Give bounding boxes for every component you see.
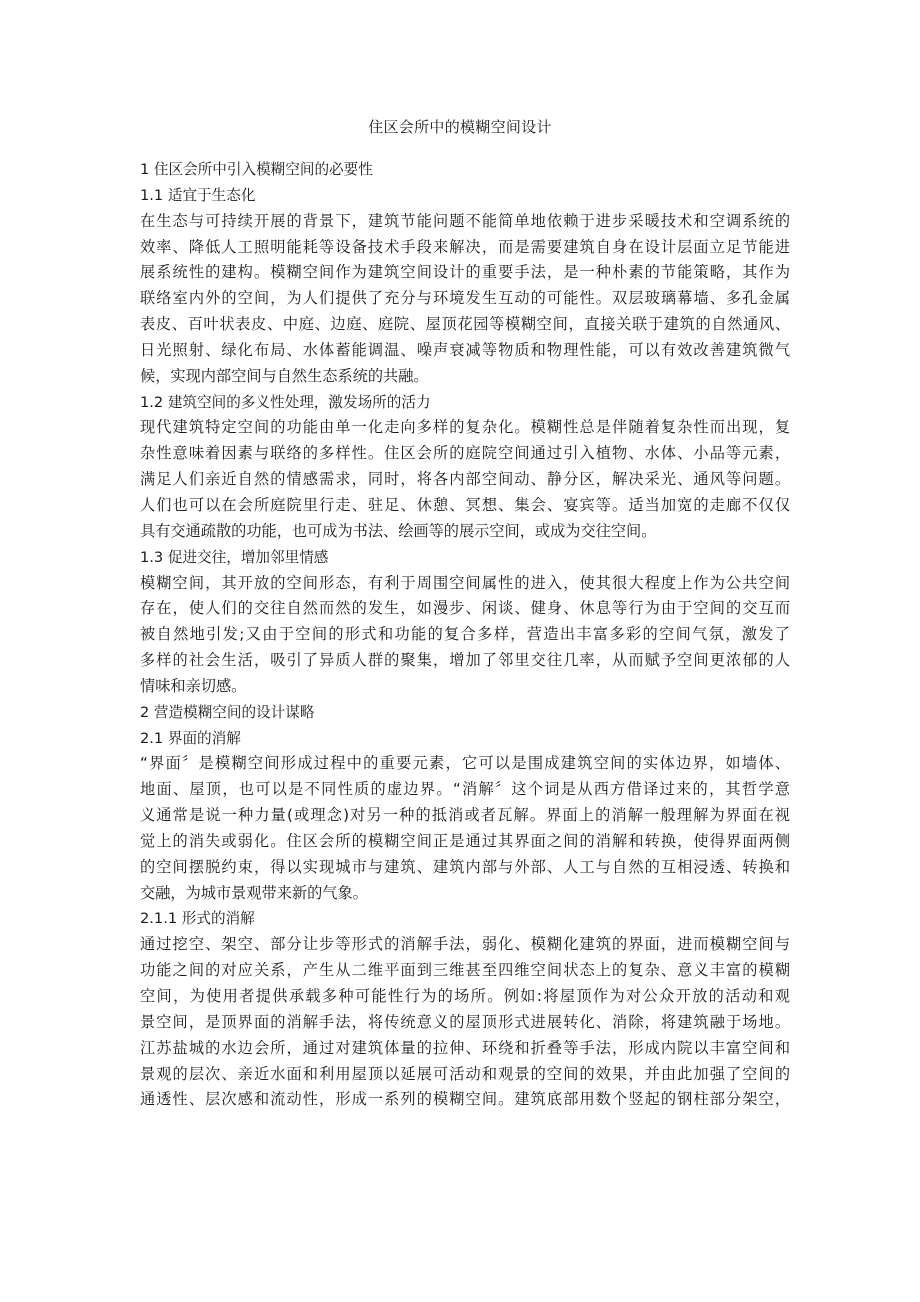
paragraph-line: 联络室内外的空间，为人们提供了充分与环境发生互动的可能性。双层玻璃幕墙、多孔金属 bbox=[140, 289, 790, 308]
section-heading: 2 营造模糊空间的设计谋略 bbox=[140, 703, 315, 721]
paragraph-line: 效率、降低人工照明能耗等设备技术手段来解决，而是需要建筑自身在设计层面立足节能进 bbox=[140, 237, 790, 256]
paragraph-line: 满足人们亲近自然的情感需求，同时，将各内部空间动、静分区，解决采光、通风等问题。 bbox=[140, 470, 790, 489]
paragraph-line: 地面、屋顶，也可以是不同性质的虚边界。“消解〞这个词是从西方借译过来的，其哲学意 bbox=[140, 780, 790, 799]
paragraph-line: 具有交通疏散的功能，也可成为书法、绘画等的展示空间，或成为交往空间。 bbox=[140, 521, 657, 540]
paragraph-line: 存在，使人们的交往自然而然的发生，如漫步、闲谈、健身、休息等行为由于空间的交互而 bbox=[140, 599, 790, 618]
paragraph-line: 展系统性的建构。模糊空间作为建筑空间设计的重要手法，是一种朴素的节能策略，其作为 bbox=[140, 263, 790, 282]
paragraph-line: 现代建筑特定空间的功能由单一化走向多样的复杂化。模糊性总是伴随着复杂性而出现，复 bbox=[140, 418, 790, 437]
paragraph-line: 人们也可以在会所庭院里行走、驻足、休憩、冥想、集会、宴宾等。适当加宽的走廊不仅仅 bbox=[140, 495, 790, 514]
paragraph-line: 景观的层次、亲近水面和利用屋顶以延展可活动和观景的空间的效果，并由此加强了空间的 bbox=[140, 1064, 790, 1083]
paragraph-line: 空间，为使用者提供承载多种可能性行为的场所。例如:将屋顶作为对公众开放的活动和观 bbox=[140, 987, 790, 1005]
paragraph-line: “界面〞是模糊空间形成过程中的重要元素，它可以是围成建筑空间的实体边界，如墙体、 bbox=[140, 754, 790, 773]
section-heading: 1.2 建筑空间的多义性处理，激发场所的活力 bbox=[140, 393, 431, 411]
document-body bbox=[140, 157, 790, 1113]
paragraph-line: 交融，为城市景观带来新的气象。 bbox=[140, 883, 368, 902]
paragraph-line: 景空间，是顶界面的消解手法，将传统意义的屋顶形式进展转化、消除，将建筑融于场地。 bbox=[140, 1012, 790, 1031]
paragraph-line: 江苏盐城的水边会所，通过对建筑体量的拉伸、环绕和折叠等手法，形成内院以丰富空间和 bbox=[140, 1038, 790, 1057]
section-heading: 1.1 适宜于生态化 bbox=[140, 186, 256, 204]
paragraph-line: 候，实现内部空间与自然生态系统的共融。 bbox=[140, 366, 429, 385]
paragraph-line: 觉上的消失或弱化。住区会所的模糊空间正是通过其界面之间的消解和转换，使得界面两侧 bbox=[140, 831, 790, 850]
paragraph-line: 模糊空间，其开放的空间形态，有利于周围空间属性的进入，使其很大程度上作为公共空间 bbox=[140, 573, 790, 592]
paragraph-line: 通透性、层次感和流动性，形成一系列的模糊空间。建筑底部用数个竖起的钢柱部分架空， bbox=[140, 1090, 790, 1109]
paragraph-line: 在生态与可持续开展的背景下，建筑节能问题不能简单地依赖于进步采暖技术和空调系统的 bbox=[140, 211, 790, 230]
section-heading: 1 住区会所中引入模糊空间的必要性 bbox=[140, 161, 373, 178]
paragraph-line: 被自然地引发;又由于空间的形式和功能的复合多样，营造出丰富多彩的空间气氛，激发了 bbox=[140, 625, 790, 644]
paragraph-line: 情味和亲切感。 bbox=[140, 676, 247, 695]
paragraph-line: 功能之间的对应关系，产生从二维平面到三维甚至四维空间状态上的复杂、意义丰富的模糊 bbox=[140, 961, 790, 980]
section-heading: 1.3 促进交往，增加邻里情感 bbox=[140, 548, 329, 566]
paragraph-line: 的空间摆脱约束，得以实现城市与建筑、建筑内部与外部、人工与自然的互相浸透、转换和 bbox=[140, 857, 790, 876]
document-title: 住区会所中的模糊空间设计 bbox=[368, 118, 552, 136]
section-heading: 2.1 界面的消解 bbox=[140, 729, 241, 747]
paragraph-line: 表皮、百叶状表皮、中庭、边庭、庭院、屋顶花园等模糊空间，直接关联于建筑的自然通风、 bbox=[140, 315, 790, 334]
section-heading: 2.1.1 形式的消解 bbox=[140, 910, 255, 928]
paragraph-line: 义通常是说一种力量(或理念)对另一种的抵消或者瓦解。界面上的消解一般理解为界面在视 bbox=[140, 806, 790, 825]
paragraph-line: 通过挖空、架空、部分让步等形式的消解手法，弱化、模糊化建筑的界面，进而模糊空间与 bbox=[140, 935, 790, 954]
paragraph-line: 日光照射、绿化布局、水体蓄能调温、噪声衰减等物质和物理性能，可以有效改善建筑微气 bbox=[140, 340, 790, 359]
paragraph-line: 多样的社会生活，吸引了异质人群的聚集，增加了邻里交往几率，从而赋予空间更浓郁的人 bbox=[140, 651, 790, 670]
paragraph-line: 杂性意味着因素与联络的多样性。住区会所的庭院空间通过引入植物、水体、小品等元素， bbox=[140, 444, 790, 463]
